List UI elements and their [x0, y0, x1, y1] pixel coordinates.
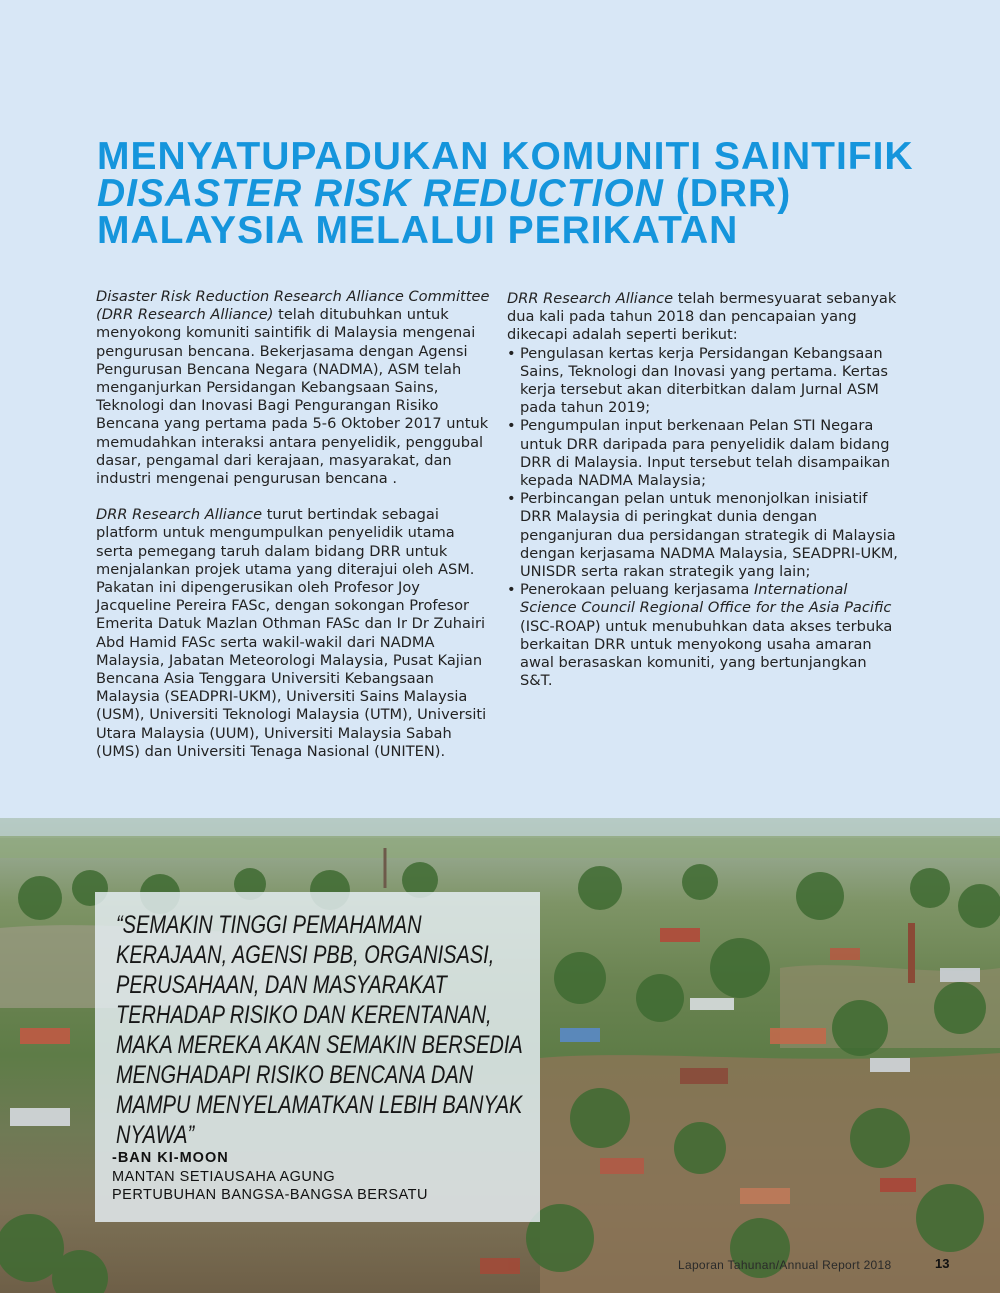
title-line-2-italic: DISASTER RISK REDUCTION [97, 172, 664, 215]
left-p1-italic: Disaster Risk Reduction Research Alliance Committee (DRR Research Alliance) [96, 288, 490, 324]
page-number: 13 [935, 1256, 950, 1271]
left-p2-text: turut bertindak sebagai platform untuk mengumpulkan penyelidik utama serta pemegang taruh dalam bidang DRR untuk menjalankan projek utama yang diterajui oleh ASM. Pakatan ini dipengerusikan oleh Profesor Joy Jacqueline Pereira FASc, dengan sokongan Profesor Emerita Datuk Mazlan Othman FASc dan Ir Dr Zuhairi Abd Hamid FASc serta wakil-wakil dari NADMA Malaysia, Jabatan Meteorologi Malaysia, Pusat Kajian Bencana Asia Tenggara Universiti Kebangsaan Malaysia (SEADPRI-UKM), Universiti Sains Malaysia (USM), Universiti Teknologi Malaysia (UTM), Universiti Utara Malaysia (UUM), Universiti Malaysia Sabah (UMS) dan Universiti Tenaga Nasional (UNITEN). [96, 506, 487, 760]
bullet4-rest: (ISC-ROAP) untuk menubuhkan data akses terbuka berkaitan DRR untuk menyokong usaha amaran awal berasaskan komuniti, yang bertunjangkan S&T. [520, 617, 893, 690]
report-footer: Laporan Tahunan/Annual Report 2018 [678, 1258, 892, 1272]
quote-author-role [112, 1168, 428, 1204]
left-paragraph-1 [96, 288, 496, 488]
role-line-1: MANTAN SETIAUSAHA AGUNG [112, 1169, 336, 1185]
right-intro [507, 290, 902, 345]
list-item: • Pengumpulan input berkenaan Pelan STI Negara untuk DRR daripada para penyelidik dalam bidang DRR di Malaysia. Input tersebut telah disampaikan kepada NADMA Malaysia; [507, 417, 902, 490]
bullet4-italic: International Science Council Regional Office for the Asia Pacific [520, 581, 892, 617]
title-line-2 [97, 172, 957, 215]
list-item [507, 581, 902, 690]
pull-quote: “SEMAKIN TINGGI PEMAHAMAN KERAJAAN, AGENSI PBB, ORGANISASI, PERUSAHAAN, DAN MASYARAKAT TERHADAP RISIKO DAN KERENTANAN, MAKA MEREKA AKAN SEMAKIN BERSEDIA MENGHADAPI RISIKO BENCANA DAN MAMPU MENYELAMATKAN LEBIH BANYAK NYAWA” [116, 911, 523, 1149]
right-intro-italic: DRR Research Alliance [507, 290, 674, 307]
left-p1-text: telah ditubuhkan untuk menyokong komuniti saintifik di Malaysia mengenai pengurusan bencana. Bekerjasama dengan Agensi Pengurusan Bencana Negara (NADMA), ASM telah menganjurkan Persidangan Kebangsaan Sains, Teknologi dan Inovasi Bagi Pengurangan Risiko Bencana yang pertama pada 5-6 Oktober 2017 untuk memudahkan interaksi antara penyelidik, penggubal dasar, pengamal dari kerajaan, masyarakat, dan industri mengenai pengurusan bencana . [96, 306, 489, 488]
left-paragraph-2 [96, 506, 496, 761]
right-intro-text: telah bermesyuarat sebanyak dua kali pada tahun 2018 dan pencapaian yang dikecapi adalah seperti berikut: [507, 290, 897, 344]
achievements-list [507, 345, 902, 691]
title-line-1: MENYATUPADUKAN KOMUNITI SAINTIFIK [97, 135, 914, 178]
role-line-2: PERTUBUHAN BANGSA-BANGSA BERSATU [112, 1187, 429, 1203]
right-column [507, 290, 902, 690]
page-title [97, 135, 957, 252]
title-line-3: MALAYSIA MELALUI PERIKATAN [97, 209, 739, 252]
list-item: • Pengulasan kertas kerja Persidangan Kebangsaan Sains, Teknologi dan Inovasi yang pertama. Kertas kerja tersebut akan diterbitkan dalam Jurnal ASM pada tahun 2019; [507, 345, 902, 418]
list-item: • Perbincangan pelan untuk menonjolkan inisiatif DRR Malaysia di peringkat dunia dengan penganjuran dua persidangan strategik di Malaysia dengan kerjasama NADMA Malaysia, SEADPRI-UKM, UNISDR serta rakan strategik yang lain; [507, 490, 902, 581]
bullet4-pre: Penerokaan peluang kerjasama [520, 581, 754, 599]
left-p2-italic: DRR Research Alliance [96, 506, 263, 524]
left-column [96, 288, 496, 761]
quote-author: -BAN KI-MOON [112, 1150, 229, 1166]
title-line-2-rest: (DRR) [663, 172, 792, 215]
